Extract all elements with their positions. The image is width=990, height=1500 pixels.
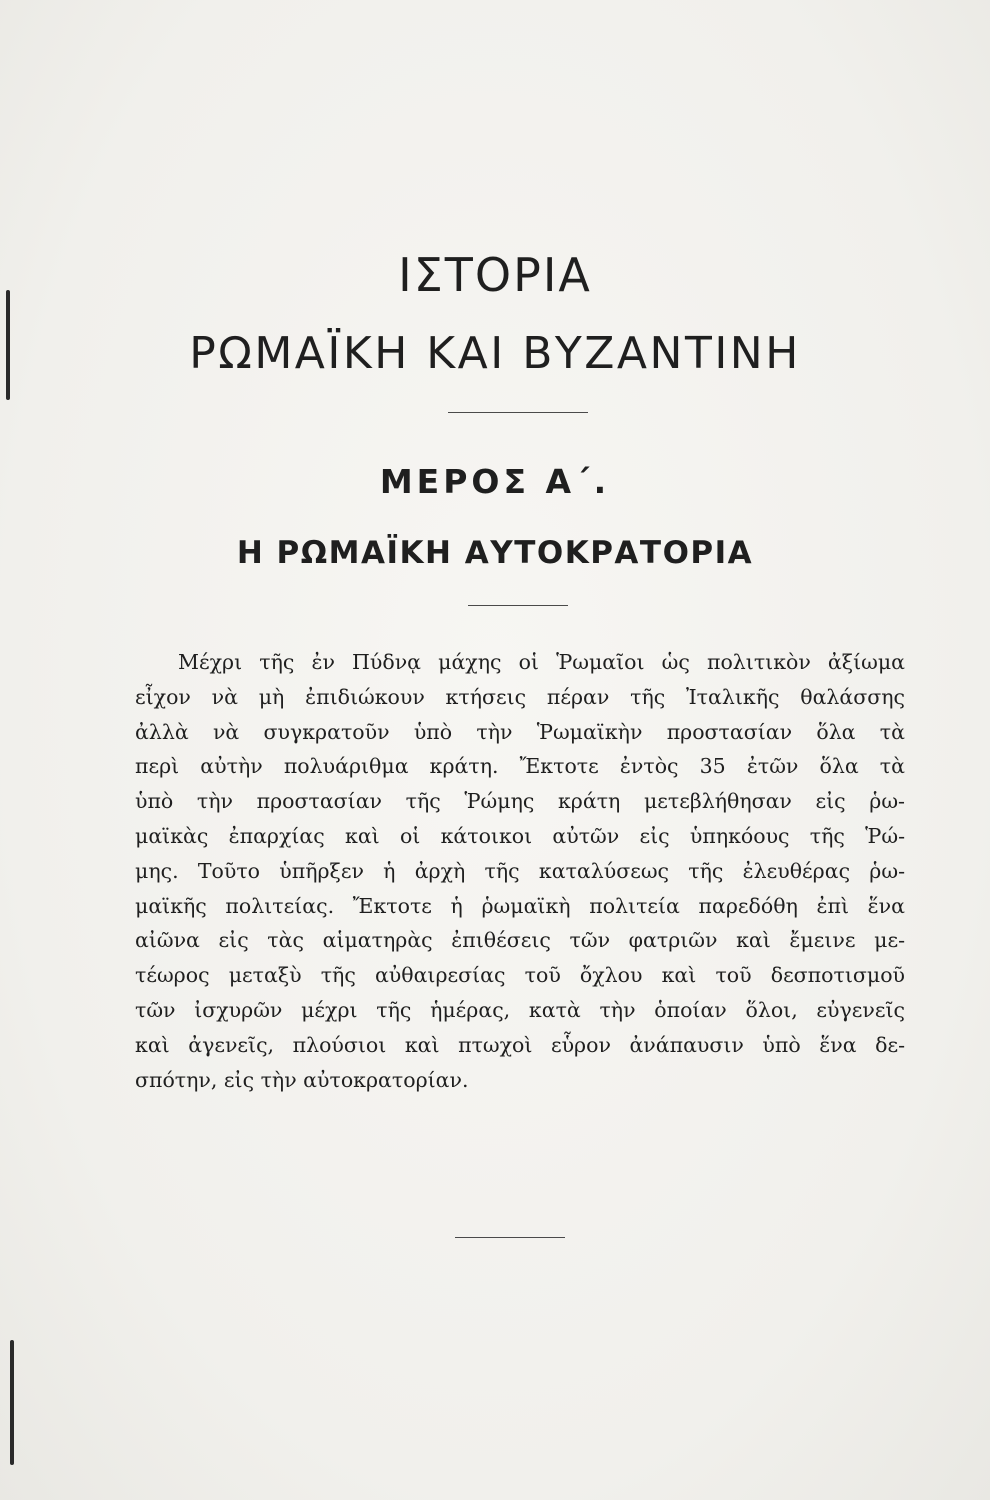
scan-edge-mark-bottom: [10, 1340, 14, 1465]
paragraph-line: μης. Τοῦτο ὑπῆρξεν ἡ ἀρχὴ τῆς καταλύσεως τῆς ἐλευθέρας ῥω-: [135, 858, 905, 883]
paragraph-line: ἀλλὰ νὰ συγκρατοῦν ὑπὸ τὴν Ῥωμαϊκὴν προστασίαν ὅλα τὰ: [135, 719, 905, 744]
title-line-1: ΙΣΤΟΡΙΑ: [398, 248, 592, 302]
body-paragraph: [135, 645, 905, 1097]
paragraph-line: μαϊκὰς ἐπαρχίας καὶ οἱ κάτοικοι αὐτῶν εἰς ὑπηκόους τῆς Ῥώ-: [135, 823, 905, 848]
divider-rule-middle: [468, 605, 568, 606]
paragraph-line: καὶ ἀγενεῖς, πλούσιοι καὶ πτωχοὶ εὗρον ἀνάπαυσιν ὑπὸ ἕνα δε-: [135, 1032, 905, 1057]
chapter-subtitle: Η ΡΩΜΑΪΚΗ ΑΥΤΟΚΡΑΤΟΡΙΑ: [236, 535, 754, 571]
divider-rule-bottom: [455, 1237, 565, 1238]
part-heading: ΜΕΡΟΣ Α΄.: [379, 462, 611, 501]
paragraph-line: Μέχρι τῆς ἐν Πύδνᾳ μάχης οἱ Ῥωμαῖοι ὡς πολιτικὸν ἀξίωμα: [178, 650, 905, 674]
paragraph-line: τῶν ἰσχυρῶν μέχρι τῆς ἡμέρας, κατὰ τὴν ὁποίαν ὅλοι, εὐγενεῖς: [135, 997, 905, 1022]
divider-rule-top: [448, 412, 588, 413]
paragraph-line: τέωρος μεταξὺ τῆς αὐθαιρεσίας τοῦ ὄχλου καὶ τοῦ δεσποτισμοῦ: [135, 963, 905, 988]
paragraph-line: ὑπὸ τὴν προστασίαν τῆς Ῥώμης κράτη μετεβλήθησαν εἰς ῥω-: [135, 789, 905, 814]
paragraph-line: σπότην, εἰς τὴν αὐτοκρατορίαν.: [135, 1067, 469, 1092]
paragraph-line: περὶ αὐτὴν πολυάριθμα κράτη. Ἔκτοτε ἐντὸς 35 ἐτῶν ὅλα τὰ: [135, 754, 905, 779]
paragraph-line: αἰῶνα εἰς τὰς αἱματηρὰς ἐπιθέσεις τῶν φατριῶν καὶ ἔμεινε με-: [135, 928, 905, 953]
paragraph-line: μαϊκῆς πολιτείας. Ἔκτοτε ἡ ῥωμαϊκὴ πολιτεία παρεδόθη ἐπὶ ἕνα: [135, 893, 905, 918]
title-line-2: ΡΩΜΑΪΚΗ ΚΑΙ ΒΥΖΑΝΤΙΝΗ: [189, 328, 801, 379]
paragraph-line: εἶχον νὰ μὴ ἐπιδιώκουν κτήσεις πέραν τῆς Ἰταλικῆς θαλάσσης: [135, 684, 905, 709]
